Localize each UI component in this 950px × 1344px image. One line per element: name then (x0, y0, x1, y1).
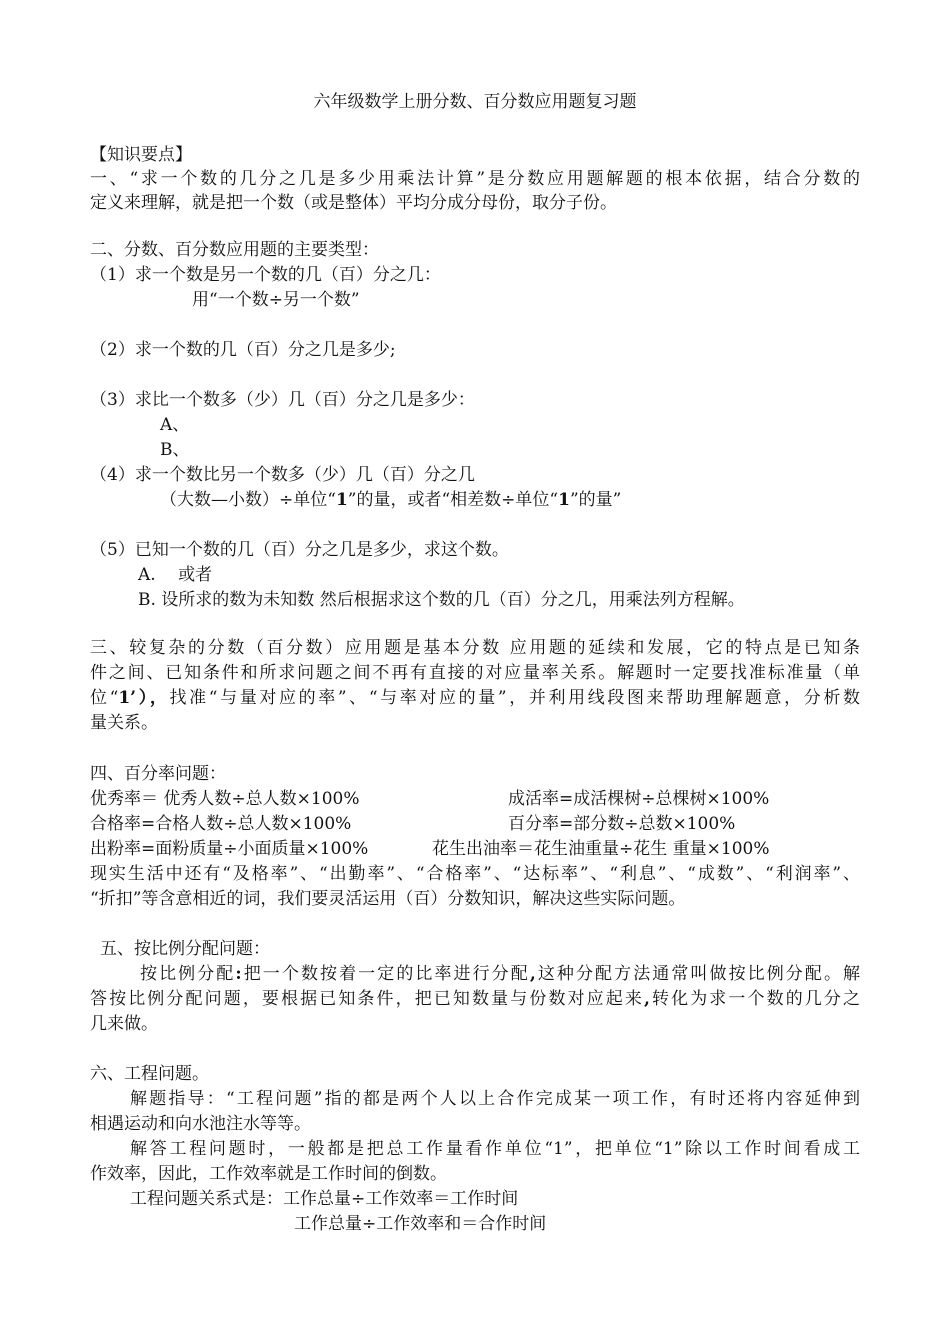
type-1-method: 用“一个数÷另一个数” (192, 290, 360, 310)
section-five-colon: : (235, 964, 242, 984)
section-four-heading: 四、百分率问题： (90, 764, 226, 784)
type-2: （2）求一个数的几（百）分之几是多少; (90, 340, 396, 360)
type-1: （1）求一个数是另一个数的几（百）分之几： (90, 265, 441, 285)
section-three-line-3-part-2: 找准“与量对应的率”、“与率对应的量”，并利用线段图来帮助理解题意，分析数 (169, 688, 860, 708)
section-knowledge-heading: 【知识要点】 (90, 145, 192, 165)
section-three-line-3-bold: 1’）， (118, 688, 170, 708)
formula-percentage: 百分率=部分数÷总数×100% (508, 814, 736, 834)
unit-one-bold: 1 (558, 490, 570, 510)
section-five-comma-2: , (643, 989, 650, 1009)
section-five-line-2-part-1: 答按比例分配问题，要根据已知条件，把已知数量与份数对应起来 (90, 989, 644, 1009)
section-four-line-2: “折扣”等含意相近的词，我们要灵活运用（百）分数知识，解决这些实际问题。 (90, 889, 686, 909)
work-relation-1: 工程问题关系式是：工作总量÷工作效率＝工作时间 (130, 1189, 519, 1209)
type-4-method (160, 488, 621, 512)
section-three-line-2: 件之间、已知条件和所求问题之间不再有直接的对应量率关系。解题时一定要找准标准量（单 (90, 663, 860, 683)
section-six-para-2-line-1: 解答工程问题时，一般都是把总工作量看作单位“1”，把单位“1”除以工作时间看成工 (130, 1139, 860, 1159)
section-one-line-2: 定义来理解，就是把一个数（或是整体）平均分成分母份，取分子份。 (90, 193, 617, 213)
section-six-heading: 六、工程问题。 (90, 1064, 209, 1084)
section-five-line-1-part-1: 按比例分配 (140, 964, 236, 984)
formula-survival-rate: 成活率=成活棵树÷总棵树×100% (508, 789, 770, 809)
type-3-option-a: A、 (160, 415, 190, 435)
formula-flour-rate: 出粉率=面粉质量÷小面质量×100% (90, 839, 369, 859)
section-six-para-1-line-2: 相遇运动和向水池注水等等。 (90, 1114, 311, 1134)
section-two-heading: 二、分数、百分数应用题的主要类型： (90, 240, 379, 260)
work-relation-2: 工作总量÷工作效率和＝合作时间 (294, 1214, 547, 1234)
section-three-line-3-part-1: 位“ (90, 688, 119, 708)
type-5-option-b: B. 设所求的数为未知数 然后根据求这个数的几（百）分之几，用乘法列方程解。 (138, 590, 745, 610)
section-five-line-2-part-2: 转化为求一个数的几分之 (649, 989, 861, 1009)
unit-one-bold: 1 (335, 490, 348, 510)
type-3: （3）求比一个数多（少）几（百）分之几是多少： (90, 390, 475, 410)
section-six-para-1-line-1: 解题指导：“工程问题”指的都是两个人以上合作完成某一项工作，有时还将内容延伸到 (130, 1089, 860, 1109)
section-five-line-1-part-3: 这种分配方法通常叫做按比例分配。解 (535, 964, 861, 984)
section-five-line-3: 几来做。 (90, 1014, 158, 1034)
formula-peanut-oil-rate: 花生出油率＝花生油重量÷花生 重量×100% (432, 839, 770, 859)
section-five-line-1 (140, 962, 860, 986)
type-3-option-b: B、 (160, 440, 190, 460)
section-five-line-2 (90, 987, 860, 1011)
section-three-line-3 (90, 686, 860, 710)
type-4: （4）求一个数比另一个数多（少）几（百）分之几 (90, 465, 475, 485)
type-5-option-a: A. 或者 (138, 565, 213, 585)
document-title: 六年级数学上册分数、百分数应用题复习题 (313, 92, 637, 112)
section-four-line-1: 现实生活中还有“及格率”、“出勤率”、“合格率”、“达标率”、“利息”、“成数”、“利润率”、 (90, 864, 860, 884)
type-4-method-part-1: （大数—小数）÷单位“ (160, 490, 336, 510)
section-five-line-1-part-2: 把一个数按着一定的比率进行分配 (241, 964, 530, 984)
section-one-line-1: 一、“求一个数的几分之几是多少用乘法计算”是分数应用题解题的根本依据，结合分数的 (90, 169, 860, 189)
section-three-line-1: 三、较复杂的分数（百分数）应用题是基本分数 应用题的延续和发展，它的特点是已知条 (90, 638, 860, 658)
type-4-method-part-3: ”的量” (569, 490, 622, 510)
type-4-method-part-2: ”的量，或者“相差数÷单位“ (347, 490, 559, 510)
section-five-heading: 五、按比例分配问题： (100, 939, 270, 959)
section-five-comma: , (529, 964, 536, 984)
formula-excellence-rate: 优秀率＝ 优秀人数÷总人数×100% (90, 789, 360, 809)
section-three-line-4: 量关系。 (90, 713, 158, 733)
formula-pass-rate: 合格率=合格人数÷总人数×100% (90, 814, 352, 834)
section-six-para-2-line-2: 作效率，因此，工作效率就是工作时间的倒数。 (90, 1164, 447, 1184)
type-5: （5）已知一个数的几（百）分之几是多少，求这个数。 (90, 540, 509, 560)
